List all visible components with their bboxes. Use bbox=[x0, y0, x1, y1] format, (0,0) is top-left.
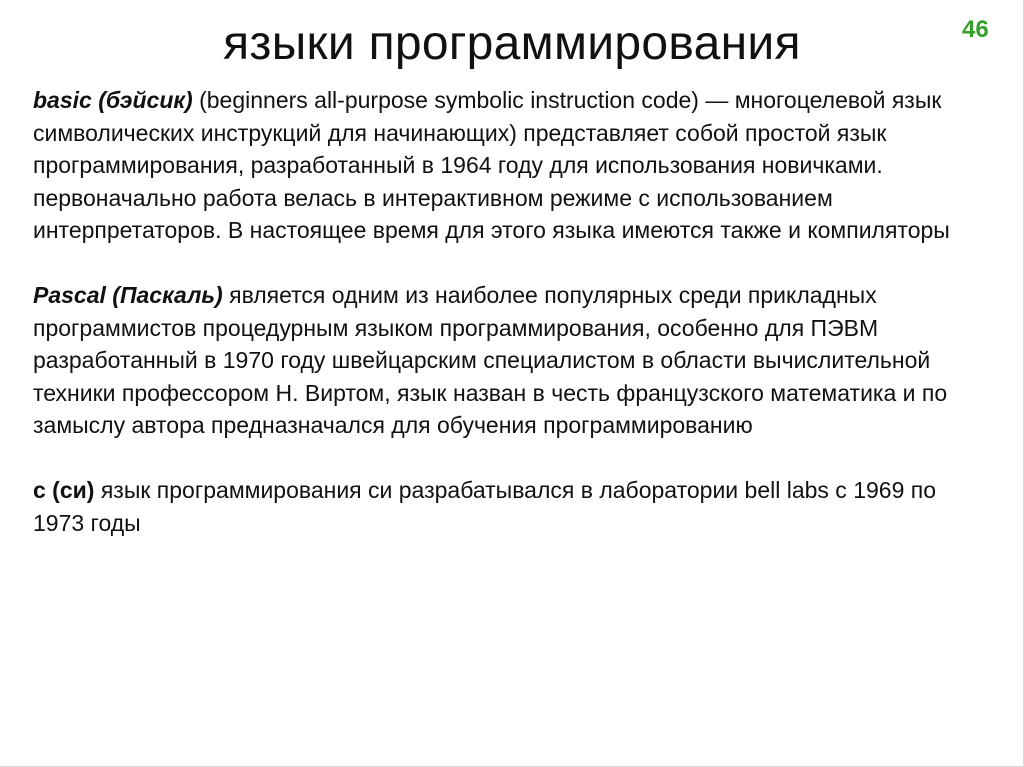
paragraph-text-basic: (beginners all-purpose symbolic instruction code) — многоцелевой язык символических инструкций для начинающих) представляет собой простой язык программирования, разработанный в 1964 году для использования новичками. первоначально работа велась в интерактивном режиме с использованием интерпретаторов. В настоящее время для этого языка имеются также и компиляторы bbox=[33, 87, 950, 244]
paragraph-basic bbox=[33, 84, 993, 247]
slide-body bbox=[33, 84, 993, 539]
term-c: c (си) bbox=[33, 476, 95, 503]
paragraph-text-pascal: является одним из наиболее популярных среди прикладных программистов процедурным языком программирования, особенно для ПЭВМ разработанный в 1970 году швейцарским специалистом в области вычислительной техники профессором Н. Виртом, язык назван в честь французского математика и по замыслу автора предназначался для обучения программированию bbox=[33, 281, 948, 439]
paragraph-text-c: язык программирования си разрабатывался в лаборатории bell labs с 1969 по 1973 годы bbox=[33, 476, 937, 536]
paragraph-c bbox=[33, 474, 993, 539]
paragraph-pascal bbox=[33, 279, 993, 442]
slide-title: языки программирования bbox=[223, 17, 801, 70]
term-pascal: Pascal (Паскаль) bbox=[33, 281, 223, 308]
term-basic: basic (бэйсик) bbox=[33, 87, 193, 113]
slide-number: 46 bbox=[962, 16, 989, 43]
